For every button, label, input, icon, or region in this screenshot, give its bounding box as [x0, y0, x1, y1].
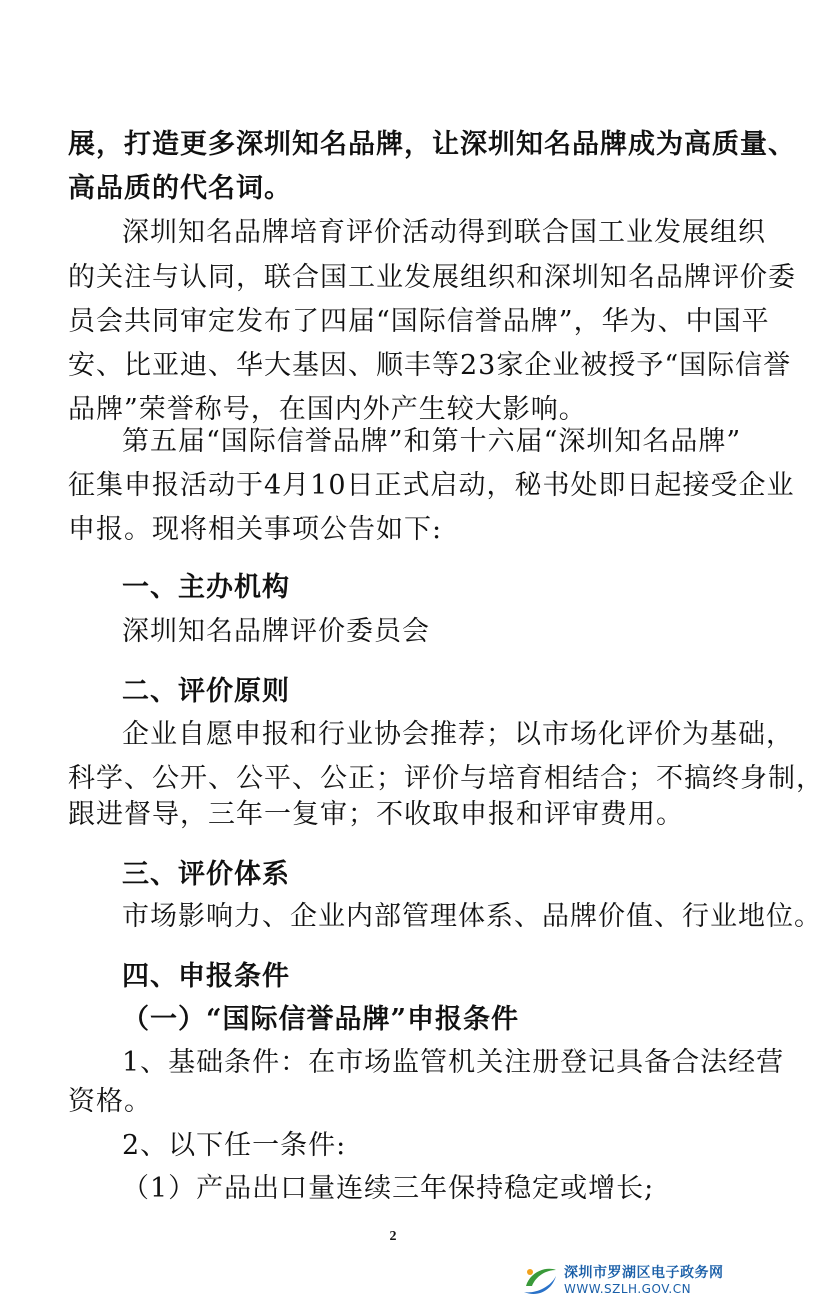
paragraph-2-line-2: 的关注与认同，联合国工业发展组织和深圳知名品牌评价委 [68, 262, 796, 293]
paragraph-3-line-2: 征集申报活动于4月10日正式启动，秘书处即日起接受企业 [68, 470, 795, 501]
section-1-heading: 一、主办机构 [122, 572, 290, 603]
section-3-heading: 三、评价体系 [122, 859, 290, 890]
section-4-item-1-line-2: 资格。 [68, 1086, 152, 1117]
section-2-line-1: 企业自愿申报和行业协会推荐；以市场化评价为基础， [122, 719, 794, 750]
paragraph-3-line-3: 申报。现将相关事项公告如下: [68, 514, 443, 545]
paragraph-2-line-3: 员会共同审定发布了四届“国际信誉品牌”，华为、中国平 [68, 306, 770, 337]
paragraph-1-line-1: 展，打造更多深圳知名品牌，让深圳知名品牌成为高质量、 [68, 129, 796, 160]
paragraph-2-line-1: 深圳知名品牌培育评价活动得到联合国工业发展组织 [122, 217, 766, 248]
section-4-item-1-line-1: 1、基础条件：在市场监管机关注册登记具备合法经营 [122, 1047, 785, 1078]
site-name: 深圳市罗湖区电子政务网 [564, 1265, 724, 1281]
page-number: 2 [389, 1229, 397, 1244]
paragraph-3-line-1: 第五届“国际信誉品牌”和第十六届“深圳知名品牌” [122, 426, 742, 457]
paragraph-2-line-5: 品牌”荣誉称号，在国内外产生较大影响。 [68, 394, 587, 425]
section-2-line-3: 跟进督导，三年一复审；不收取申报和评审费用。 [68, 799, 684, 830]
section-4-subheading-1: （一）“国际信誉品牌”申报条件 [122, 1004, 520, 1035]
section-2-line-2: 科学、公开、公平、公正；评价与培育相结合；不搞终身制， [68, 763, 824, 794]
section-2-heading: 二、评价原则 [122, 676, 290, 707]
site-logo-icon [520, 1262, 560, 1298]
paragraph-1-line-2: 高品质的代名词。 [68, 173, 292, 204]
section-4-item-2-1: （1）产品出口量连续三年保持稳定或增长; [122, 1173, 655, 1204]
section-4-item-2: 2、以下任一条件: [122, 1130, 347, 1161]
section-1-body: 深圳知名品牌评价委员会 [122, 616, 430, 647]
site-url: WWW.SZLH.GOV.CN [564, 1282, 692, 1296]
section-3-body: 市场影响力、企业内部管理体系、品牌价值、行业地位。 [122, 901, 822, 932]
section-4-heading: 四、申报条件 [122, 961, 290, 992]
site-watermark [520, 1258, 724, 1302]
paragraph-2-line-4: 安、比亚迪、华大基因、顺丰等23家企业被授予“国际信誉 [68, 350, 792, 381]
